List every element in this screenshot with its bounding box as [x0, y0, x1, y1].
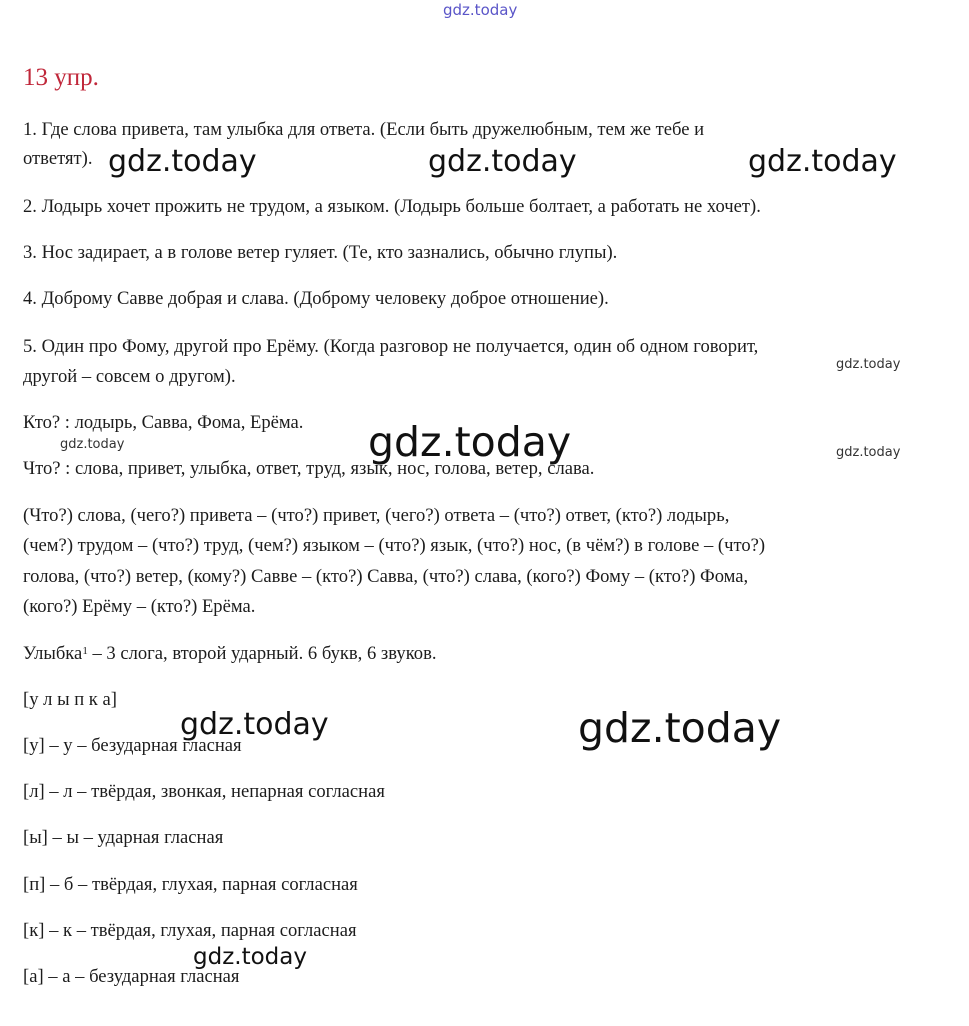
proverb-4: 4. Доброму Савве добрая и слава. (Доброму человеку доброе отношение).: [23, 288, 609, 309]
proverb-5-line-2: другой – совсем о другом).: [23, 366, 236, 387]
word-analysis: [23, 638, 437, 669]
who-nouns: Кто? : лодырь, Савва, Фома, Ерёма.: [23, 412, 304, 433]
questions-line-1: (Что?) слова, (чего?) привета – (что?) привет, (чего?) ответа – (что?) ответ, (кто?) лодырь,: [23, 505, 730, 526]
questions-line-2: (чем?) трудом – (что?) труд, (чем?) языком – (что?) язык, (что?) нос, (в чём?) в голове – (что?): [23, 535, 766, 556]
watermark: gdz.today: [836, 357, 901, 372]
watermark: gdz.today: [60, 437, 125, 452]
proverb-2: 2. Лодырь хочет прожить не трудом, а языком. (Лодырь больше болтает, а работать не хочет).: [23, 196, 761, 217]
analysis-word: Улыбка: [23, 643, 83, 664]
what-nouns: Что? : слова, привет, улыбка, ответ, труд, язык, нос, голова, ветер, слава.: [23, 458, 595, 479]
questions-line-3: голова, (что?) ветер, (кому?) Савве – (кто?) Савва, (что?) слава, (кого?) Фому – (кто?) Фома,: [23, 566, 749, 587]
proverb-1-line-2: ответят).: [23, 148, 93, 169]
watermark: gdz.today: [578, 704, 782, 752]
proverb-5-line-1: 5. Один про Фому, другой про Ерёму. (Когда разговор не получается, один об одном говорит,: [23, 336, 759, 357]
watermark: gdz.today: [193, 944, 307, 970]
proverb-1-line-1: 1. Где слова привета, там улыбка для ответа. (Если быть дружелюбным, тем же тебе и: [23, 119, 705, 140]
sound-row-4: [п] – б – твёрдая, глухая, парная согласная: [23, 874, 358, 895]
analysis-text: – 3 слога, второй ударный. 6 букв, 6 звуков.: [87, 643, 437, 664]
watermark: gdz.today: [108, 144, 257, 179]
questions-line-4: (кого?) Ерёму – (кто?) Ерёма.: [23, 596, 256, 617]
sound-row-2: [л] – л – твёрдая, звонкая, непарная согласная: [23, 781, 385, 802]
sound-row-6: [а] – а – безударная гласная: [23, 966, 240, 987]
watermark: gdz.today: [180, 707, 329, 742]
watermark: gdz.today: [368, 418, 572, 466]
watermark: gdz.today: [836, 445, 901, 460]
sound-row-5: [к] – к – твёрдая, глухая, парная согласная: [23, 920, 357, 941]
watermark-top: gdz.today: [443, 1, 518, 19]
watermark: gdz.today: [428, 144, 577, 179]
transcription: [у л ы п к а]: [23, 689, 117, 710]
proverb-3: 3. Нос задирает, а в голове ветер гуляет. (Те, кто зазнались, обычно глупы).: [23, 242, 618, 263]
exercise-title: 13 упр.: [23, 64, 99, 91]
watermark: gdz.today: [748, 144, 897, 179]
sound-row-1: [у] – у – безударная гласная: [23, 735, 242, 756]
footnote-mark: 1: [82, 645, 88, 657]
sound-row-3: [ы] – ы – ударная гласная: [23, 827, 224, 848]
